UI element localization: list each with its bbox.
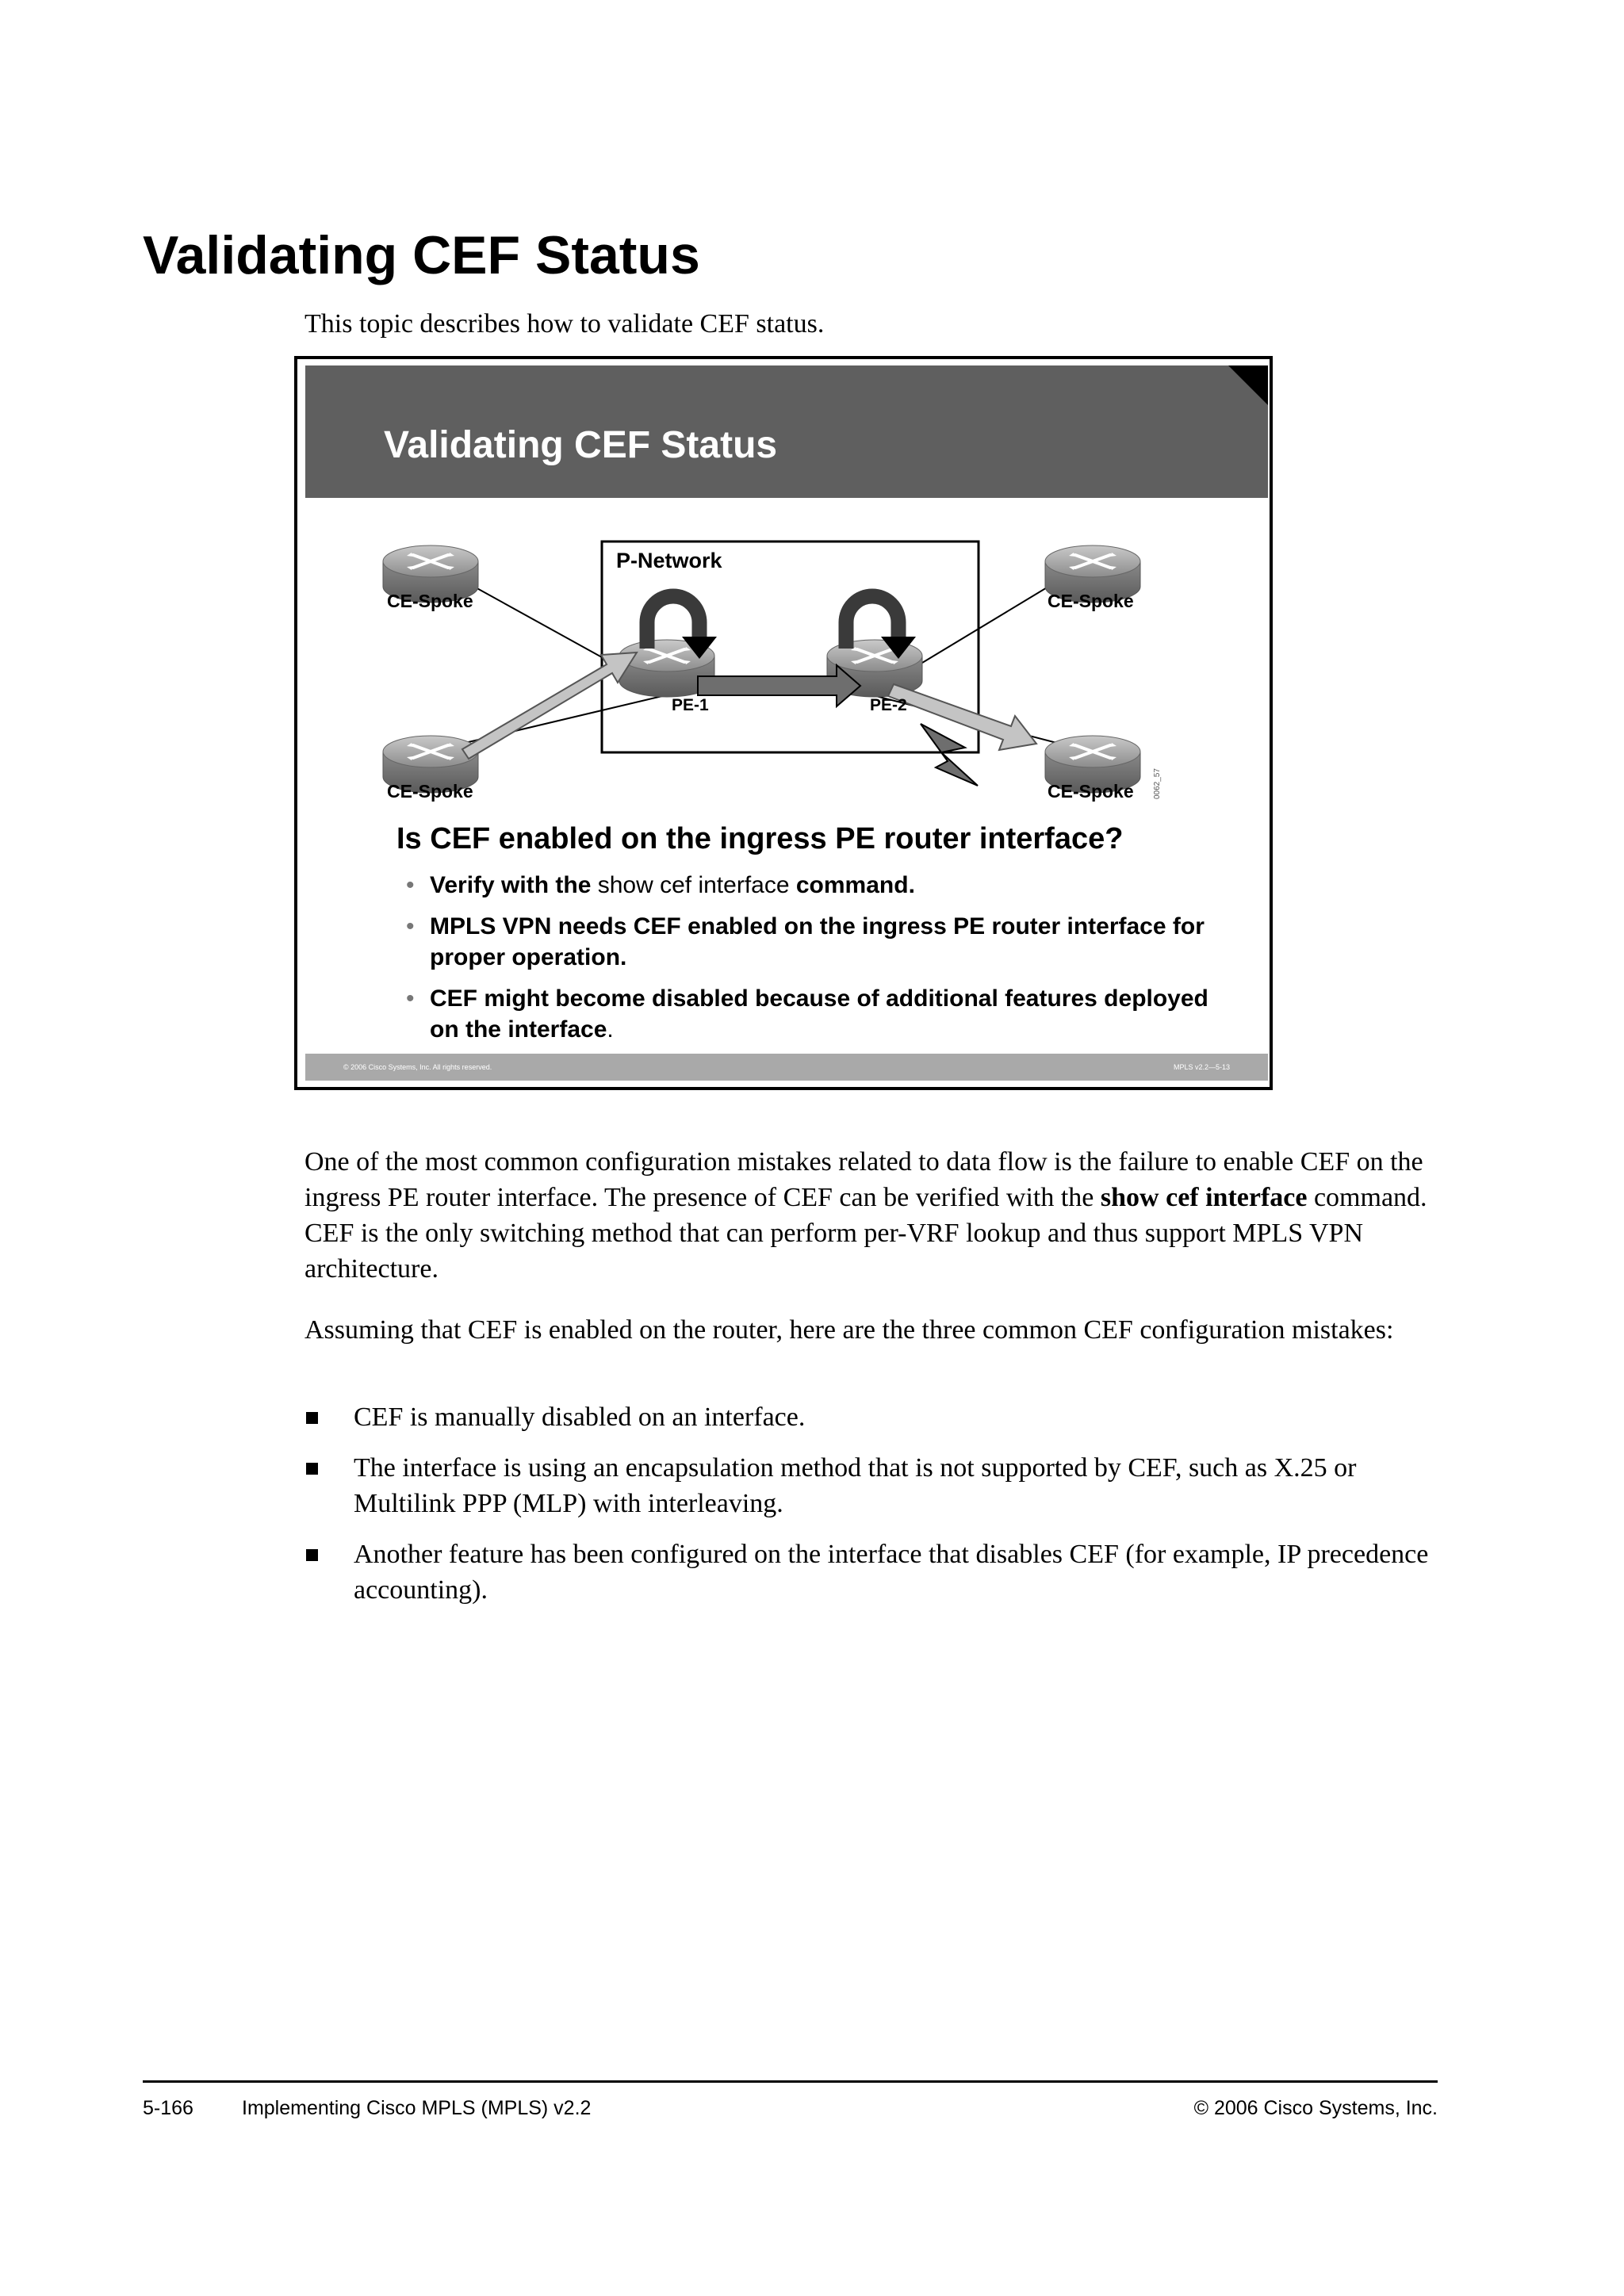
network-diagram — [297, 359, 1270, 819]
ce-spoke-label: CE-Spoke — [387, 781, 473, 802]
bullet-text: MPLS VPN needs CEF enabled on the ingress PE router interface for proper operation. — [430, 913, 1205, 970]
command-text: show cef interface — [597, 872, 790, 898]
square-bullet-icon — [306, 1463, 318, 1475]
paragraph-text: One of the most common configuration mistakes related to data flow is the failure to enable CEF on the ingress PE router interface. The presence of CEF can be verified with the — [304, 1147, 1423, 1212]
slide-footer — [305, 1054, 1268, 1081]
slide-figure — [294, 356, 1273, 1090]
pe2-label: PE-2 — [870, 696, 907, 714]
course-title: Implementing Cisco MPLS (MPLS) v2.2 — [242, 2097, 592, 2119]
slide-version: MPLS v2.2—5-13 — [1173, 1063, 1230, 1071]
square-bullet-icon — [306, 1412, 318, 1424]
bullet-text: Verify with the — [430, 872, 592, 898]
slide-bullet: • CEF might become disabled because of additional features deployed on the interface. — [406, 984, 1223, 1045]
bullet-text: CEF might become disabled because of additional features deployed on the interface — [430, 985, 1208, 1043]
intro-text: This topic describes how to validate CEF status. — [304, 309, 825, 339]
figure-id: 0062_57 — [1153, 768, 1162, 799]
ce-spoke-label: CE-Spoke — [1048, 591, 1134, 611]
mistakes-list — [304, 1399, 1438, 1623]
footer-copyright: © 2006 Cisco Systems, Inc. — [1193, 2097, 1438, 2119]
list-item-text: The interface is using an encapsulation method that is not supported by CEF, such as X.25 or Multilink PPP (MLP) with interleaving. — [354, 1453, 1357, 1518]
page-heading: Validating CEF Status — [143, 225, 700, 285]
body-paragraph — [304, 1144, 1438, 1287]
ce-spoke-label: CE-Spoke — [387, 591, 473, 611]
slide-bullet-list — [406, 871, 1223, 1056]
list-item — [304, 1536, 1438, 1608]
list-item — [304, 1450, 1438, 1521]
paragraph-text: command. CEF is the only switching method that can perform per-VRF lookup and thus support MPLS VPN architecture. — [304, 1183, 1427, 1284]
slide-question: Is CEF enabled on the ingress PE router interface? — [396, 822, 1124, 855]
ce-spoke-label: CE-Spoke — [1048, 781, 1134, 802]
list-item — [304, 1399, 1438, 1435]
square-bullet-icon — [306, 1549, 318, 1561]
body-paragraph: Assuming that CEF is enabled on the router, here are the three common CEF configuration mistakes: — [304, 1315, 1394, 1345]
bullet-text: command. — [795, 872, 915, 898]
pe1-label: PE-1 — [672, 696, 709, 714]
slide-copyright: © 2006 Cisco Systems, Inc. All rights reserved. — [343, 1063, 492, 1071]
list-item-text: Another feature has been configured on the interface that disables CEF (for example, IP precedence accounting). — [354, 1540, 1429, 1605]
slide-bullet — [406, 871, 1223, 901]
p-network-label: P-Network — [616, 549, 722, 572]
slide-title: Validating CEF Status — [384, 424, 778, 466]
list-item-text: CEF is manually disabled on an interface. — [354, 1402, 806, 1432]
page-number: 5-166 — [143, 2097, 193, 2119]
slide-bullet — [406, 912, 1223, 973]
footer-divider — [143, 2080, 1438, 2083]
command-text: show cef interface — [1100, 1183, 1308, 1212]
